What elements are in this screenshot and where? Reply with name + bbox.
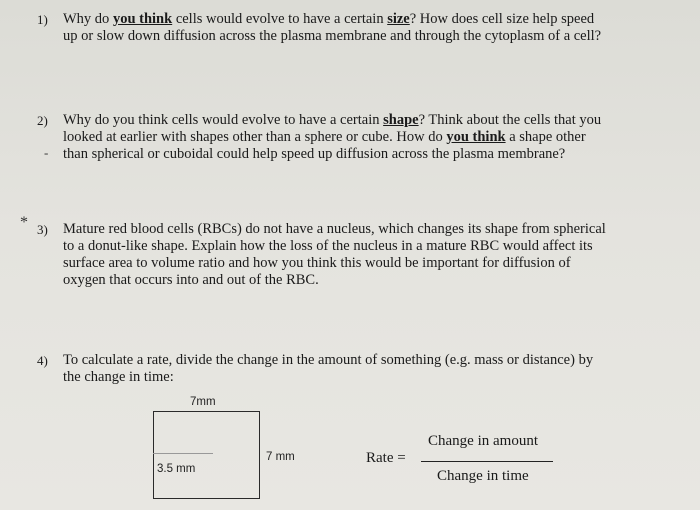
question-2 <box>37 112 677 163</box>
dash-mark: - <box>44 145 49 160</box>
question-line: Why do you think cells would evolve to have a certain shape? Think about the cells that you <box>63 112 602 128</box>
question-line: looked at earlier with shapes other than a sphere or cube. How do you think a shape other <box>63 129 586 145</box>
question-3 <box>37 221 677 289</box>
question-line: than spherical or cuboidal could help speed up diffusion across the plasma membrane? <box>63 146 566 162</box>
question-line: surface area to volume ratio and how you think this would be important for diffusion of <box>63 255 571 271</box>
question-number: 2) <box>37 113 48 128</box>
question-number: 4) <box>37 353 48 368</box>
question-line: to a donut-like shape. Explain how the loss of the nucleus in a mature RBC would affect its <box>63 238 593 254</box>
rate-label: Rate = <box>366 450 406 466</box>
diagram-right-label: 7 mm <box>266 451 295 463</box>
question-line: oxygen that occurs into and out of the RBC. <box>63 272 319 288</box>
question-number: 3) <box>37 222 48 237</box>
question-line: To calculate a rate, divide the change in the amount of something (e.g. mass or distance) by <box>63 352 594 368</box>
diagram-inner-label: 3.5 mm <box>157 463 196 475</box>
question-line: Mature red blood cells (RBCs) do not have a nucleus, which changes its shape from spherical <box>63 221 606 237</box>
question-text <box>63 221 677 289</box>
fraction-bar <box>421 461 553 462</box>
question-number: 1) <box>37 12 48 27</box>
rate-denominator: Change in time <box>437 468 529 484</box>
square-diagram <box>153 411 260 499</box>
emphasis-text: size <box>387 11 410 27</box>
question-text <box>63 11 677 45</box>
emphasis-text: you think <box>446 129 506 145</box>
rate-numerator: Change in amount <box>428 433 538 449</box>
question-line: Why do you think cells would evolve to have a certain size? How does cell size help speed <box>63 11 595 27</box>
question-text <box>63 352 677 386</box>
question-1 <box>37 11 677 45</box>
question-line: up or slow down diffusion across the plasma membrane and through the cytoplasm of a cell? <box>63 28 602 44</box>
diagram-top-label: 7mm <box>190 396 216 408</box>
star-mark: * <box>20 214 28 231</box>
emphasis-text: shape <box>383 112 419 128</box>
question-line: the change in time: <box>63 369 174 385</box>
diagram-inner-line <box>153 453 213 454</box>
question-text <box>63 112 677 163</box>
question-4 <box>37 352 677 386</box>
emphasis-text: you think <box>112 11 173 27</box>
